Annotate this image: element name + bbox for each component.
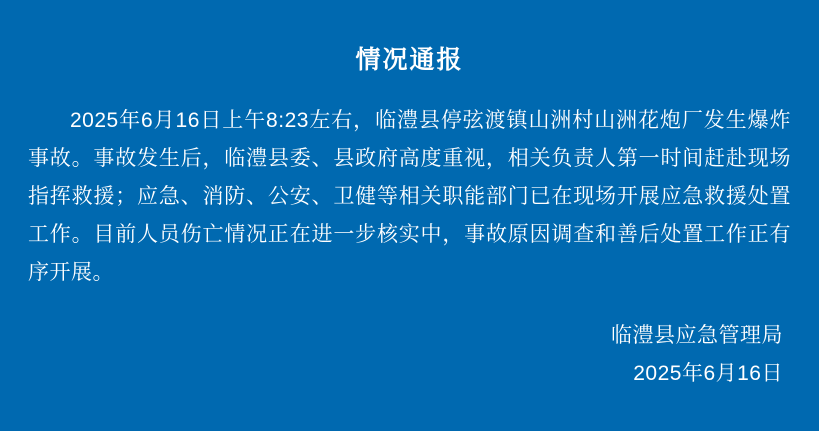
issue-date: 2025年6月16日 bbox=[633, 362, 783, 385]
spacer bbox=[22, 292, 797, 317]
notice-body-text: 2025年6月16日上午8:23左右，临澧县停弦渡镇山洲村山洲花炮厂发生爆炸事故。事故发生后，临澧县委、县政府高度重视，相关负责人第一时间赶赴现场指挥救援；应急、消防、公安、卫健等相关职能部门已在现场开展应急救援处置工作。目前人员伤亡情况正在进一步核实中，事故原因调查和善后处置工作正有序开展。 bbox=[28, 109, 791, 284]
page-title: 情况通报 bbox=[355, 46, 464, 74]
issuing-authority: 临澧县应急管理局 bbox=[611, 324, 783, 347]
